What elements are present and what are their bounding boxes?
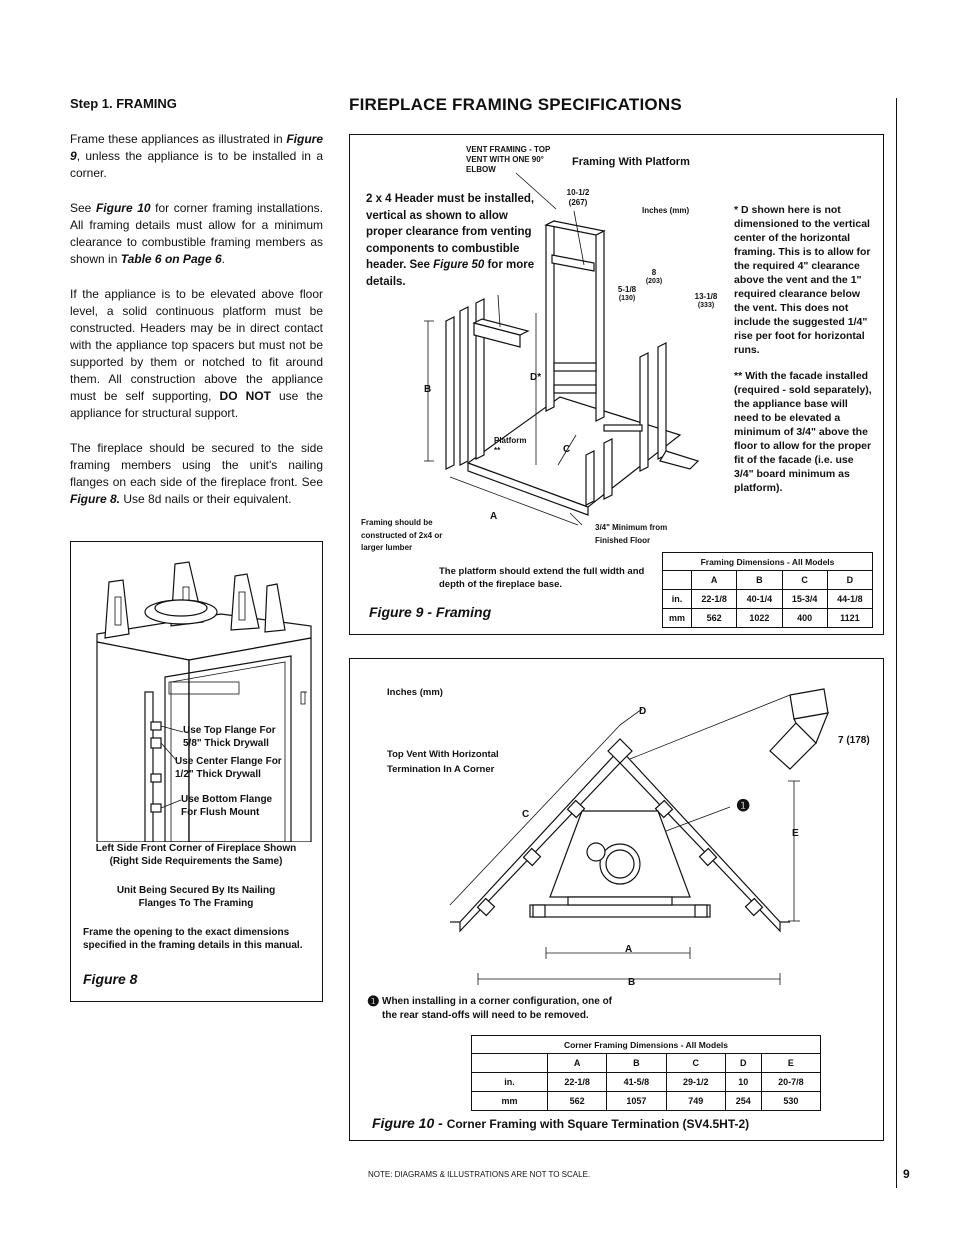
table-header: E [761,1054,820,1073]
table-header: B [737,571,782,590]
text: 8 [651,268,657,277]
figure-9-reference: Figure 9 [70,132,323,163]
table-cell: 44-1/8 [827,590,872,609]
table-cell: 1057 [607,1092,666,1111]
figure-8-note-nailing [71,884,321,910]
text: (130) [618,295,636,302]
footer-note: NOTE: DIAGRAMS & ILLUSTRATIONS ARE NOT TO SCALE. [368,1170,591,1179]
table-cell: 10 [725,1073,761,1092]
text: Frame these appliances as illustrated in [70,132,287,146]
text: See [70,201,96,215]
table-cell: mm [472,1092,548,1111]
label-b: B [628,977,636,988]
table-header: D [827,571,872,590]
label-a: A [625,944,633,955]
table-row [663,609,873,628]
framing-with-platform-illustration [350,135,710,555]
figure-8-note-opening: Frame the opening to the exact dimensions specified in the framing details in this manual. [83,927,303,951]
table-cell: 562 [692,609,737,628]
text: ** [494,446,501,455]
figure-8-caption: Figure 8 [83,971,138,987]
table-cell: 22-1/8 [692,590,737,609]
text: Unit Being Secured By Its Nailing [116,885,276,896]
text: The fireplace should be secured to the side framing members using the unit's nailing flanges on each side of the fireplace front. See [70,441,323,489]
text: . [221,252,225,266]
platform-extent-note: The platform should extend the full width and depth of the fireplace base. [439,566,645,590]
table-cell: 530 [761,1092,820,1111]
table-header: C [666,1054,725,1073]
text: 2 x 4 Header must be installed, vertical as shown to allow proper clearance from venting components to combustible header. See [366,193,535,271]
left-side-wall [97,642,189,842]
label-c: C [563,444,571,455]
table-cell: 29-1/2 [666,1073,725,1092]
figure-10-panel [349,658,884,1141]
text: (203) [645,278,663,285]
paragraph-secure-fireplace [70,440,323,508]
text: (267) [568,198,588,207]
callout-1-icon: ❶ [736,798,751,815]
table-row [472,1073,821,1092]
table-cell: 1121 [827,609,872,628]
table-cell: 254 [725,1092,761,1111]
table-cell: 40-1/4 [737,590,782,609]
column-divider [896,98,897,1188]
label-a: A [490,511,498,522]
text: for corner framing installations. All framing details must allow for a minimum clearance to combustible framing members as shown in [70,201,323,266]
figure-8-reference: Figure 8. [70,492,121,506]
page-title: FIREPLACE FRAMING SPECIFICATIONS [349,95,682,114]
page-number: 9 [903,1167,910,1181]
label-e: E [792,828,799,839]
center-flange-label: Use Center Flange For 1/2" Thick Drywall [175,756,282,780]
front-plate [530,905,710,917]
table-cell: in. [663,590,692,609]
framing-dimensions-table [662,552,873,628]
table-title: Framing Dimensions - All Models [663,553,873,571]
text: for more details. [366,259,535,288]
vent-framing-label: VENT FRAMING - TOP VENT WITH ONE 90° ELBOW [466,145,551,174]
d-dimension-note: * D shown here is not dimensioned to the vertical center of the horizontal framing. This is to allow for the required 4" clearance above the vent and the 1" required clearance below the vent. This does not include the suggested 1/4" rise per foot for horizontal runs. [734,204,871,356]
text: use the appliance for structural support. [70,389,324,420]
table-cell: 41-5/8 [607,1073,666,1092]
table-cell: in. [472,1073,548,1092]
table-header: D [725,1054,761,1073]
text: Platform [494,436,527,445]
figure-8-panel [70,541,323,1002]
figure-10-reference: Figure 10 [95,201,151,215]
inches-mm-label: Inches (mm) [642,206,690,215]
table-cell: mm [663,609,692,628]
table-cell: 22-1/8 [548,1073,607,1092]
table-cell: 15-3/4 [782,590,827,609]
table-row [663,590,873,609]
framing-with-platform-label: Framing With Platform [572,156,690,168]
text: 13-1/8 [694,292,718,301]
text: 5-1/8 [617,285,637,294]
bottom-flange-label: Use Bottom Flange For Flush Mount [181,794,273,818]
text: , unless the appliance is to be installed in a corner. [70,149,323,180]
lumber-note: Framing should be constructed of 2x4 or larger lumber [361,518,443,552]
corner-framing-illustration [350,659,883,1004]
stand-off-note: When installing in a corner configuration, one of the rear stand-offs will need to be removed. [382,996,613,1021]
table-header: C [782,571,827,590]
text: Use 8d nails or their equivalent. [120,492,292,506]
text: Flanges To The Framing [138,898,254,909]
inches-mm-label: Inches (mm) [387,687,443,698]
facade-note: ** With the facade installed (required - sold separately), the appliance base will need to be elevated a minimum of 3/4" above the floor to allow for the proper fit of the facade (i.e. use 3/4" board minimum as platform). [734,370,872,494]
table-cell: 749 [666,1092,725,1111]
paragraph-elevated-platform [70,286,323,422]
figure-9-panel [349,134,884,635]
label-d: D* [530,372,542,383]
text: 10-1/2 [566,188,590,197]
table-header: A [692,571,737,590]
text: Figure 10 - [372,1115,447,1131]
callout-1-marker-icon: ❶ [367,993,380,1009]
text: Left Side Front Corner of Fireplace Shown [95,843,297,854]
table-header: B [607,1054,666,1073]
text: If the appliance is to be elevated above floor level, a solid continuous platform must be constructed. Headers may be in direct contact with the appliance top spacers but must not be supported by them or notched to fit around them. All construction above the appliance must be self supporting, [70,287,323,403]
dim-7-label: 7 (178) [838,735,870,746]
label-d: D [639,706,647,717]
label-c: C [522,809,530,820]
label-b: B [424,384,432,395]
top-vent-label: Top Vent With Horizontal Termination In A Corner [387,749,499,775]
platform-label [494,436,526,456]
table-cell: 20-7/8 [761,1073,820,1092]
table-cell: 562 [548,1092,607,1111]
table-header [472,1054,548,1073]
table-6-reference: Table 6 on Page 6 [120,252,222,266]
table-cell: 400 [782,609,827,628]
table-header [663,571,692,590]
top-flange-label: Use Top Flange For 5/8" Thick Drywall [183,725,276,749]
table-cell: 1022 [737,609,782,628]
figure-8-note-left-corner [71,842,321,868]
figure-9-caption: Figure 9 - Framing [369,604,492,620]
table-row [472,1092,821,1111]
text: Corner Framing with Square Termination (SV4.5HT-2) [446,1117,750,1131]
text: (333) [697,302,715,309]
figure-50-reference: Figure 50 [433,259,485,271]
standoff-left [105,580,129,638]
table-header: A [548,1054,607,1073]
min-floor-note: 3/4" Minimum from Finished Floor [595,523,668,545]
standoff-far [265,584,285,632]
paragraph-frame-appliances [70,131,323,182]
table-title: Corner Framing Dimensions - All Models [472,1036,821,1054]
paragraph-corner-framing [70,200,323,268]
step-title: Step 1. FRAMING [70,96,177,111]
figure-10-caption [372,1115,749,1133]
text: (Right Side Requirements the Same) [109,856,283,867]
corner-framing-dimensions-table [471,1035,821,1111]
do-not-emphasis: DO NOT [219,389,271,403]
